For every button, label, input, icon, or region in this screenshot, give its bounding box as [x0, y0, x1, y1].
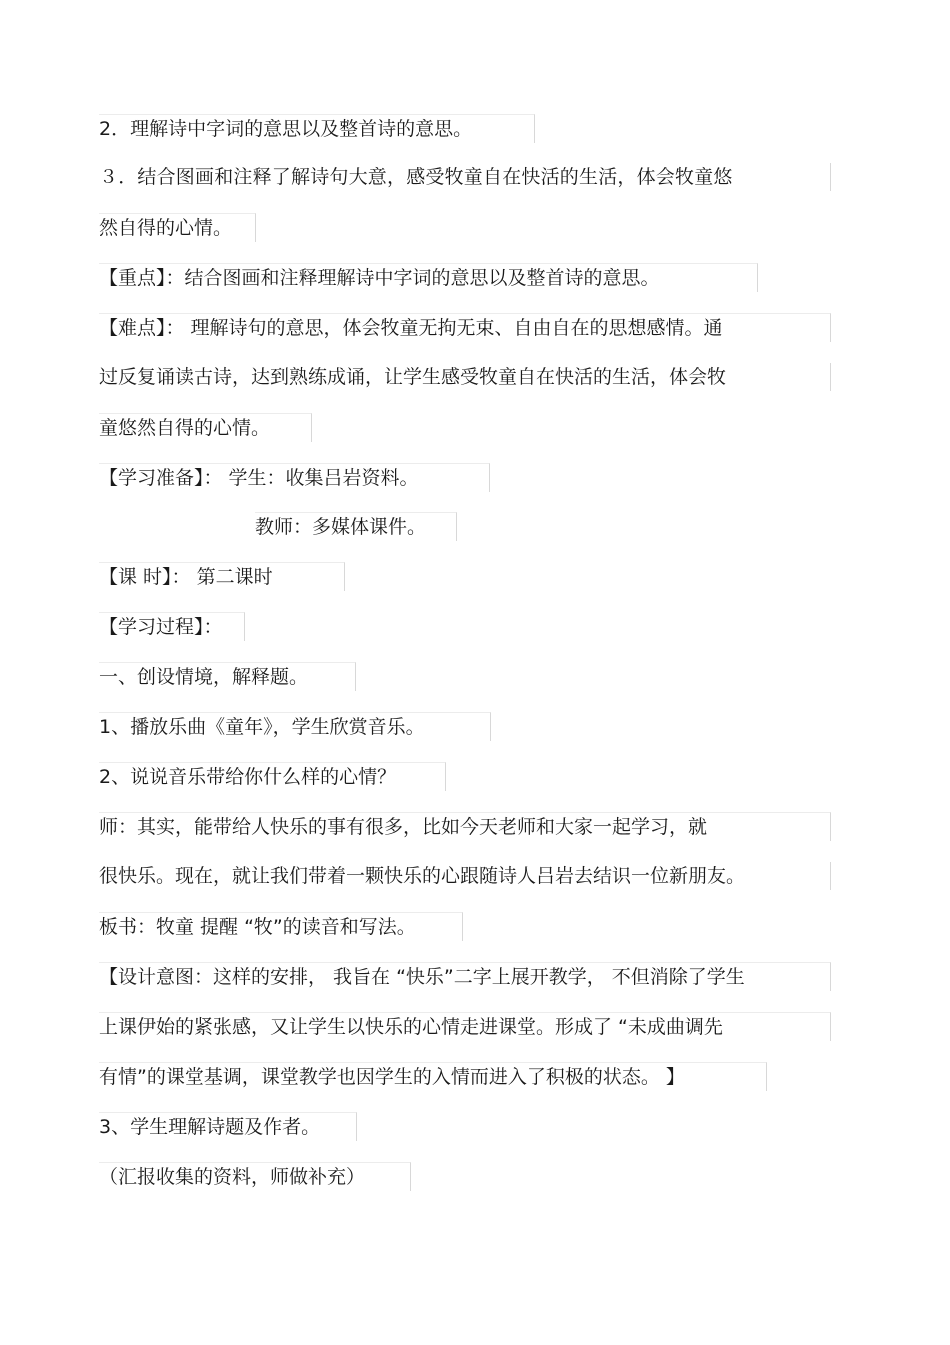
teacher-speech-line-2: 很快乐。现在，就让我们带着一颗快乐的心跟随诗人吕岩去结识一位新朋友。 [99, 862, 831, 890]
step-2: 2、说说音乐带给你什么样的心情？ [99, 762, 446, 791]
key-point: 【重点】：结合图画和注释理解诗中字词的意思以及整首诗的意思。 [99, 263, 758, 292]
design-intent-line-3: 有情”的课堂基调，课堂教学也因学生的入情而进入了积极的状态。 】 [99, 1062, 767, 1091]
design-intent-line-1: 【设计意图：这样的安排， 我旨在 “快乐”二字上展开教学， 不但消除了学生 [99, 962, 831, 991]
section-1-heading: 一、创设情境，解释题。 [99, 662, 356, 691]
objective-3-line-1: ３．结合图画和注释了解诗句大意，感受牧童自在快活的生活，体会牧童悠 [99, 163, 831, 191]
blackboard-note: 板书：牧童 提醒 “牧”的读音和写法。 [99, 912, 463, 941]
preparation-student: 【学习准备】： 学生：收集吕岩资料。 [99, 463, 490, 492]
class-period: 【课 时】： 第二课时 [99, 562, 345, 591]
objective-2: 2．理解诗中字词的意思以及整首诗的意思。 [99, 114, 535, 143]
step-3: 3、学生理解诗题及作者。 [99, 1112, 357, 1141]
step-3-note: （汇报收集的资料，师做补充） [99, 1162, 411, 1191]
difficulty-line-1: 【难点】： 理解诗句的意思，体会牧童无拘无束、自由自在的思想感情。通 [99, 313, 831, 342]
design-intent-line-2: 上课伊始的紧张感，又让学生以快乐的心情走进课堂。形成了 “未成曲调先 [99, 1012, 831, 1041]
objective-3-line-2: 然自得的心情。 [99, 213, 256, 242]
preparation-teacher: 教师：多媒体课件。 [255, 512, 457, 541]
difficulty-line-2: 过反复诵读古诗，达到熟练成诵，让学生感受牧童自在快活的生活，体会牧 [99, 363, 831, 391]
step-1: 1、播放乐曲《童年》，学生欣赏音乐。 [99, 712, 491, 741]
teacher-speech-line-1: 师：其实，能带给人快乐的事有很多，比如今天老师和大家一起学习，就 [99, 812, 831, 841]
difficulty-line-3: 童悠然自得的心情。 [99, 413, 312, 442]
learning-process-heading: 【学习过程】： [99, 612, 245, 641]
